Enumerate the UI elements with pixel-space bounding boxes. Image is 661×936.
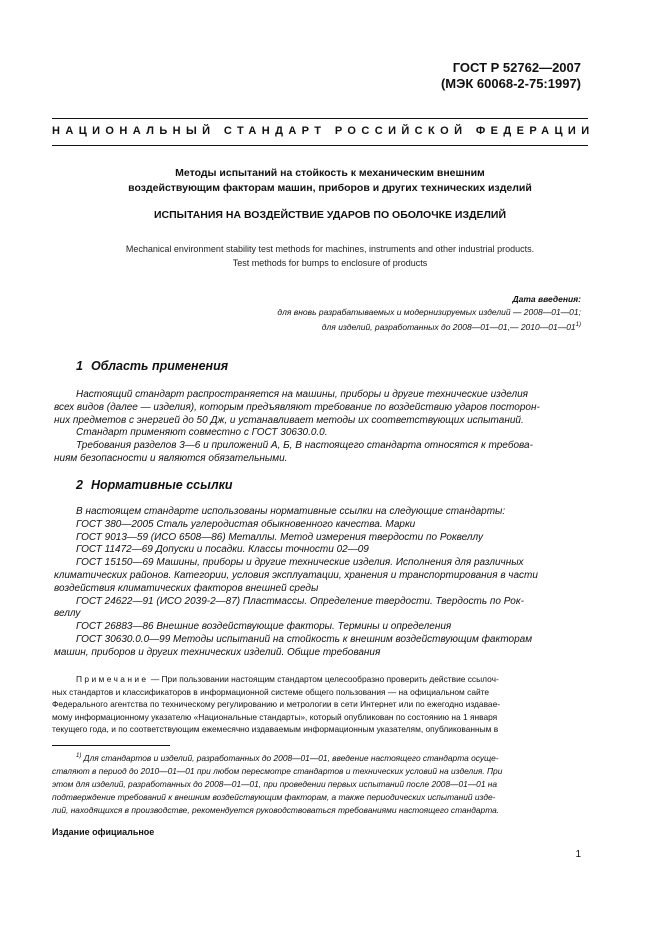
document-subtitle-ru: ИСПЫТАНИЯ НА ВОЗДЕЙСТВИЕ УДАРОВ ПО ОБОЛОЧКЕ ИЗДЕЛИЙ — [153, 209, 506, 221]
reference-line: ГОСТ 380—2005 Сталь углеродистая обыкновенного качества. Марки — [76, 518, 416, 530]
reference-line: ГОСТ 30630.0.0—99 Методы испытаний на стойкость к внешним воздействующим факторам — [76, 633, 533, 645]
note-line: — При пользовании настоящим стандартом целесообразно проверить действие ссылоч- — [150, 674, 499, 684]
reference-line: ГОСТ 11472—69 Допуски и посадки. Классы точности 02—09 — [76, 544, 369, 556]
footnote-line: подтверждение требований к внешним воздействующим факторам, а также периодических испытаний изде- — [52, 791, 496, 802]
section-1-heading — [76, 359, 236, 373]
section-1-number: 1 — [76, 359, 83, 373]
intro-date-line-1: для вновь разрабатываемых и модернизируемых изделий — 2008—01—01; — [277, 307, 581, 317]
footnote-line: лий, находящихся в производстве, рекомендуется руководствоваться требованиями настоящего стандарта. — [52, 804, 500, 815]
section-1-line: Требования разделов 3—6 и приложений А, Б, В настоящего стандарта относятся к требова- — [76, 440, 533, 452]
note-line: ных стандартов и классификаторов в информационной системе общего пользования — на официальном сайте — [52, 686, 490, 697]
footnote-mark: 1) — [76, 753, 82, 759]
section-1-line: Настоящий стандарт распространяется на машины, приборы и другие технические изделия — [76, 389, 529, 400]
footnote-line: ствляют в период до 2010—01—01 при любом пересмотре стандартов и технических условий на изделия. При — [52, 765, 503, 776]
section-2-line: В настоящем стандарте использованы нормативные ссылки на следующие стандарты: — [76, 506, 506, 517]
title-en-line-1: Mechanical environment stability test methods for machines, instruments and other industrial products. — [125, 244, 535, 254]
section-1-line: Стандарт применяют совместно с ГОСТ 30630.0.0. — [76, 427, 328, 439]
reference-line: ГОСТ 15150—69 Машины, приборы и другие технические изделия. Исполнения для различных — [76, 557, 524, 569]
section-1-line: них предметов с энергией до 50 Дж, и устанавливает методы их соответствующих испытаний. — [54, 414, 524, 426]
section-1-line: ниям безопасности и являются обязательными. — [54, 452, 288, 464]
title-line-1: Методы испытаний на стойкость к механическим внешним — [175, 167, 485, 179]
intro-date-label: Дата введения: — [512, 294, 581, 304]
reference-line: машин, приборов и других технических изделий. Общие требования — [54, 646, 381, 658]
section-1-title: Область применения — [90, 359, 229, 373]
top-rule — [52, 118, 588, 119]
title-line-2: воздействующим факторам машин, приборов и других технических изделий — [128, 182, 532, 194]
bottom-rule — [52, 145, 588, 146]
reference-line: веллу — [54, 608, 81, 620]
reference-line: ГОСТ 24622—91 (ИСО 2039-2—87) Пластмассы. Определение твердости. Твердость по Рок- — [76, 595, 524, 607]
iec-number: (МЭК 60068-2-75:1997) — [440, 76, 581, 91]
footnote-line: Для стандартов и изделий, разработанных до 2008—01—01, введение настоящего стандарта осуще- — [83, 752, 499, 763]
section-2-number: 2 — [76, 478, 83, 492]
section-2-heading — [76, 478, 241, 492]
page-number: 1 — [575, 849, 581, 860]
document-title-en — [60, 242, 600, 270]
reference-line: ГОСТ 9013—59 (ИСО 6508—86) Металлы. Метод измерения твердости по Роквеллу — [76, 531, 484, 543]
note-label: Примечание — [76, 674, 149, 684]
footnote-ref: 1) — [575, 322, 581, 328]
section-2-body — [54, 506, 584, 660]
section-1-body — [54, 389, 584, 466]
reference-line: климатических районов. Категории, условия эксплуатации, хранения и транспортирования в части — [54, 569, 538, 581]
edition-label: Издание официальное — [52, 827, 155, 837]
title-en-line-2: Test methods for bumps to enclosure of products — [232, 258, 428, 268]
reference-line: воздействия климатических факторов внешней среды — [54, 582, 319, 594]
footnote-line: этом для изделий, разработанных до 2008—01—01, при проведении первых испытаний после 2008—01—01 на — [52, 778, 498, 789]
standard-number-block — [441, 60, 581, 92]
national-standard-title: НАЦИОНАЛЬНЫЙ СТАНДАРТ РОССИЙСКОЙ ФЕДЕРАЦИИ — [52, 125, 595, 137]
note-line: Федерального агентства по техническому регулированию и метрологии в сети Интернет или по ежегодно издавае- — [52, 699, 501, 710]
introduction-date — [277, 293, 581, 334]
note-block — [52, 673, 584, 736]
section-1-line: всех видов (далее — изделия), которым предъявляют требование по воздействию ударов посторон- — [54, 401, 540, 413]
intro-date-line-2: для изделий, разработанных до 2008—01—01,— 2010—01—01 — [321, 321, 576, 332]
standard-number: ГОСТ Р 52762—2007 — [452, 60, 581, 75]
reference-line: ГОСТ 26883—86 Внешние воздействующие факторы. Термины и определения — [76, 621, 452, 633]
note-line: текущего года, и по соответствующим ежемесячно издаваемым информационным указателям, опубликованным в — [52, 724, 499, 735]
footnote-block — [52, 750, 584, 817]
section-2-title: Нормативные ссылки — [90, 478, 233, 492]
footnote-rule — [52, 745, 170, 746]
document-title-ru — [60, 166, 600, 196]
note-line: мому информационному указателю «Национальные стандарты», который опубликован по состоянию на 1 января — [52, 711, 498, 722]
